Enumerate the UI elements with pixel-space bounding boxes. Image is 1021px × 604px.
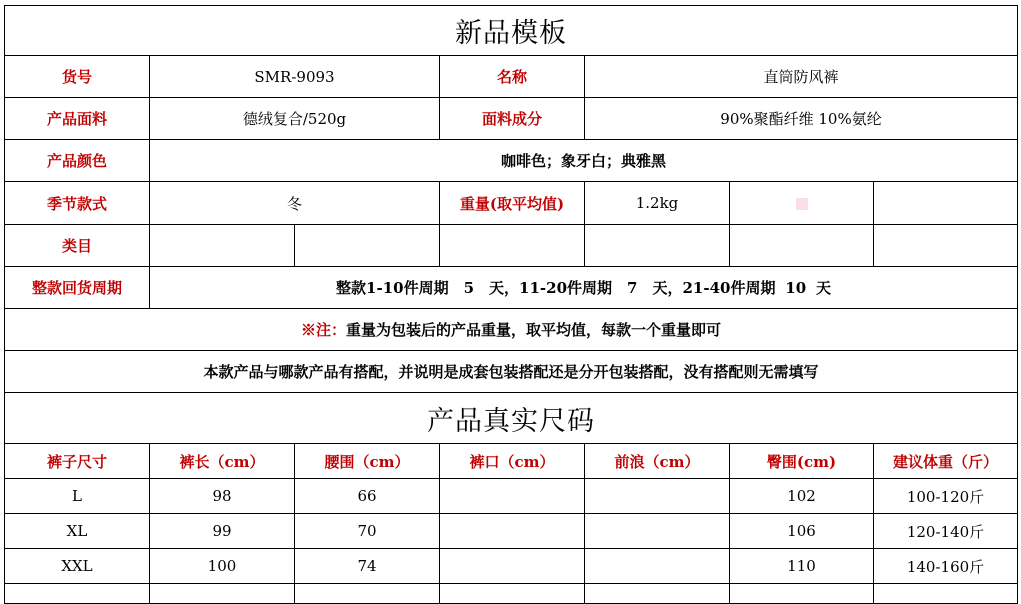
category-label[interactable]: 类目	[5, 225, 150, 267]
row-fabric	[5, 98, 1018, 140]
size-table-title[interactable]: 产品真实尺码	[5, 393, 1018, 444]
composition-value[interactable]: 90%聚酯纤维 10%氨纶	[585, 98, 1018, 140]
table-cell[interactable]: 110	[730, 549, 874, 584]
table-row	[5, 479, 1018, 514]
table-cell[interactable]: 100-120斤	[874, 479, 1018, 514]
category-cell-5[interactable]	[730, 225, 874, 267]
row-restock	[5, 267, 1018, 309]
title-row	[5, 6, 1018, 56]
row-matching	[5, 351, 1018, 393]
name-value[interactable]: 直筒防风裤	[585, 56, 1018, 98]
restock-label[interactable]: 整款回货周期	[5, 267, 150, 309]
season-label[interactable]: 季节款式	[5, 182, 150, 225]
fabric-label[interactable]: 产品面料	[5, 98, 150, 140]
restock-value[interactable]	[150, 267, 1018, 309]
table-cell[interactable]	[440, 584, 585, 604]
table-row-partial	[5, 584, 1018, 604]
product-template-table	[4, 5, 1018, 604]
table-cell[interactable]	[874, 584, 1018, 604]
table-row	[5, 549, 1018, 584]
table-row	[5, 514, 1018, 549]
table-cell[interactable]	[730, 584, 874, 604]
restock-days1: 5	[463, 279, 475, 297]
category-cell-6[interactable]	[874, 225, 1018, 267]
season-value[interactable]: 冬	[150, 182, 440, 225]
table-cell[interactable]: 74	[295, 549, 440, 584]
size-title-row	[5, 393, 1018, 444]
empty-cell[interactable]	[730, 182, 874, 225]
row-item-no	[5, 56, 1018, 98]
table-cell[interactable]: 100	[150, 549, 295, 584]
item-no-value[interactable]: SMR-9093	[150, 56, 440, 98]
table-cell[interactable]: L	[5, 479, 150, 514]
category-cell-1[interactable]	[150, 225, 295, 267]
length-header[interactable]: 裤长（cm）	[150, 444, 295, 479]
row-category	[5, 225, 1018, 267]
note-cell[interactable]	[5, 309, 1018, 351]
fabric-value[interactable]: 德绒复合/520g	[150, 98, 440, 140]
table-cell[interactable]	[585, 549, 730, 584]
table-cell[interactable]: 120-140斤	[874, 514, 1018, 549]
highlight-marker	[796, 198, 808, 210]
table-cell[interactable]	[295, 584, 440, 604]
row-season	[5, 182, 1018, 225]
row-note	[5, 309, 1018, 351]
page-title[interactable]: 新品模板	[5, 6, 1018, 56]
restock-seg4: 天	[815, 279, 831, 297]
table-cell[interactable]	[150, 584, 295, 604]
restock-seg1: 整款1-10件周期	[336, 279, 449, 297]
table-cell[interactable]	[585, 584, 730, 604]
weight-label[interactable]: 重量(取平均值)	[440, 182, 585, 225]
table-cell[interactable]: 102	[730, 479, 874, 514]
matching-note[interactable]: 本款产品与哪款产品有搭配，并说明是成套包装搭配还是分开包装搭配，没有搭配则无需填写	[5, 351, 1018, 393]
weight-value[interactable]: 1.2kg	[585, 182, 730, 225]
table-cell[interactable]	[440, 479, 585, 514]
table-cell[interactable]: 106	[730, 514, 874, 549]
table-cell[interactable]	[440, 549, 585, 584]
waist-header[interactable]: 腰围（cm）	[295, 444, 440, 479]
restock-days2: 7	[627, 279, 638, 297]
table-cell[interactable]	[585, 514, 730, 549]
row-color	[5, 140, 1018, 182]
note-text: 重量为包装后的产品重量，取平均值，每款一个重量即可	[346, 321, 722, 339]
composition-label[interactable]: 面料成分	[440, 98, 585, 140]
restock-days3: 10	[785, 279, 807, 297]
restock-seg3: 天，21-40件周期	[652, 279, 776, 297]
table-cell[interactable]	[5, 584, 150, 604]
size-header[interactable]: 裤子尺寸	[5, 444, 150, 479]
restock-seg2: 天，11-20件周期	[489, 279, 613, 297]
table-cell[interactable]: 140-160斤	[874, 549, 1018, 584]
leg-opening-header[interactable]: 裤口（cm）	[440, 444, 585, 479]
table-cell[interactable]	[440, 514, 585, 549]
table-cell[interactable]: 99	[150, 514, 295, 549]
name-label[interactable]: 名称	[440, 56, 585, 98]
item-no-label[interactable]: 货号	[5, 56, 150, 98]
hip-header[interactable]: 臀围(cm)	[730, 444, 874, 479]
table-cell[interactable]: XL	[5, 514, 150, 549]
table-cell[interactable]: 66	[295, 479, 440, 514]
table-cell[interactable]: 70	[295, 514, 440, 549]
front-rise-header[interactable]: 前浪（cm）	[585, 444, 730, 479]
color-label[interactable]: 产品颜色	[5, 140, 150, 182]
table-cell[interactable]	[585, 479, 730, 514]
size-header-row	[5, 444, 1018, 479]
table-cell[interactable]: 98	[150, 479, 295, 514]
weight-range-header[interactable]: 建议体重（斤）	[874, 444, 1018, 479]
table-cell[interactable]: XXL	[5, 549, 150, 584]
category-cell-2[interactable]	[295, 225, 440, 267]
category-cell-3[interactable]	[440, 225, 585, 267]
color-value[interactable]: 咖啡色；象牙白；典雅黑	[150, 140, 1018, 182]
note-prefix: ※注：	[300, 321, 346, 339]
empty-cell[interactable]	[874, 182, 1018, 225]
category-cell-4[interactable]	[585, 225, 730, 267]
